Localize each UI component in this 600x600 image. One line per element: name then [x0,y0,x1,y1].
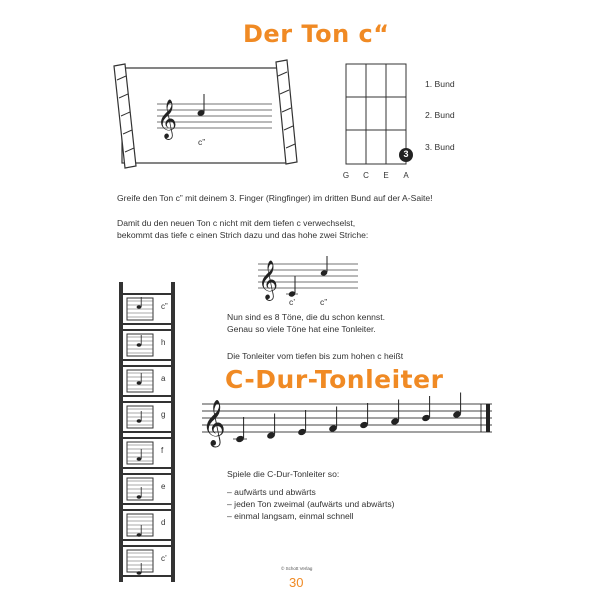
instruction-line-2: Damit du den neuen Ton c nicht mit dem tiefen c verwechselst, [117,218,356,228]
instruction-line-1: Greife den Ton c” mit deinem 3. Finger (Ringfinger) im dritten Bund auf der A-Saite! [117,193,433,203]
ladder-note [137,305,142,309]
fret-label-1: 1. Bund [425,79,455,89]
instruction-line-3: bekommt das tiefe c einen Strich dazu und das hohe zwei Striche: [117,230,369,240]
treble-clef: 𝄞 [157,99,178,139]
page-number: 30 [289,575,304,590]
play-item-1: – aufwärts und abwärts [227,487,316,497]
fret-label-2: 2. Bund [425,110,455,120]
compare-staff [258,256,363,300]
scale-intro: Die Tonleiter vom tiefen bis zum hohen c heißt [227,351,404,361]
ladder-note [137,381,142,385]
eight-notes-line-1: Nun sind es 8 Töne, die du schon kennst. [227,312,385,322]
page-title: Der Ton c“ [243,20,390,48]
string-label: C [363,171,369,180]
treble-clef: 𝄞 [258,260,279,300]
copyright: © Schott Verlag [281,566,313,571]
ladder-label: e [161,482,166,491]
ladder-label: d [161,518,166,527]
string-label: A [403,171,409,180]
string-label: E [383,171,389,180]
ladder-note [137,533,142,537]
ladder-illustration [117,282,177,582]
ladder-label: c” [161,302,168,311]
compare-label-low: c’ [289,297,296,307]
scroll-note-label: c” [198,137,206,147]
scroll-staff-illustration [112,58,302,173]
play-item-3: – einmal langsam, einmal schnell [227,511,354,521]
ladder-note [137,343,142,347]
ladder-label: g [161,410,166,419]
ladder-note [137,571,142,575]
play-heading: Spiele die C-Dur-Tonleiter so: [227,469,340,479]
ladder-note [137,495,142,499]
string-label: G [342,171,350,180]
ladder-label: f [161,446,164,455]
scale-title: C-Dur-Tonleiter [225,365,444,394]
ladder-note [137,419,142,423]
ladder-note [137,457,142,461]
eight-notes-line-2: Genau so viele Töne hat eine Tonleiter. [227,324,376,334]
treble-clef: 𝄞 [202,400,226,446]
ladder-label: h [161,338,166,347]
ladder-label: c’ [161,554,167,563]
compare-label-high: c” [320,297,328,307]
ladder-label: a [161,374,166,383]
scale-staff [202,398,497,448]
fret-label-3: 3. Bund [425,142,455,152]
play-item-2: – jeden Ton zweimal (aufwärts und abwärts) [227,499,395,509]
finger-number: 3 [403,149,409,159]
